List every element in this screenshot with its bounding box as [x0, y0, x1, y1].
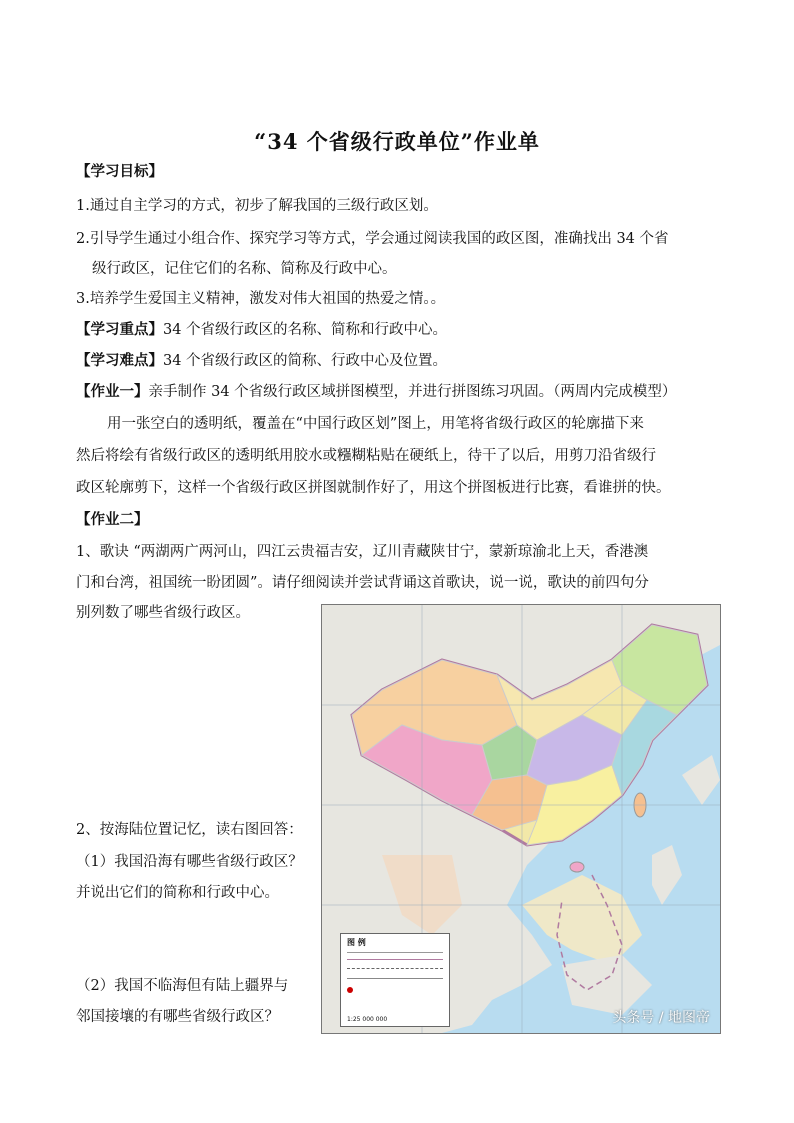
goal-3: 3.培养学生爱国主义精神，激发对伟大祖国的热爱之情。。	[76, 291, 446, 307]
goals-heading: 【学习目标】	[76, 163, 163, 180]
homework-2-q2-1-line-1: （1）我国沿海有哪些省级行政区？	[76, 854, 303, 870]
legend-capital-icon	[347, 987, 353, 993]
homework-1-text: 亲手制作 34 个省级行政区域拼图模型，并进行拼图练习巩固。（两周内完成模型）	[148, 384, 677, 400]
homework-2-q2: 2、按海陆位置记忆，读右图回答：	[76, 822, 303, 838]
homework-2-q1-line-3: 别列数了哪些省级行政区。	[76, 605, 250, 621]
homework-2-q2-2-line-1: （2）我国不临海但有陆上疆界与	[76, 978, 289, 994]
goal-2-line-2: 级行政区，记住它们的名称、简称及行政中心。	[92, 261, 397, 277]
key-point	[76, 320, 447, 340]
page-title: “34 个省级行政单位”作业单	[254, 129, 540, 154]
china-political-map	[321, 604, 721, 1034]
homework-1-label: 【作业一】	[76, 383, 149, 400]
island-hainan	[570, 862, 584, 872]
homework-2-q2-1-line-2: 并说出它们的简称和行政中心。	[76, 885, 279, 901]
difficulty-text: 34 个省级行政区的简称、行政中心及位置。	[163, 353, 448, 369]
legend-scale: 1:25 000 000	[347, 1016, 388, 1023]
homework-1-para-1: 用一张空白的透明纸，覆盖在“中国行政区划”图上，用笔将省级行政区的轮廓描下来	[107, 416, 644, 432]
homework-1-para-2: 然后将绘有省级行政区的透明纸用胶水或糨糊粘贴在硬纸上，待干了以后，用剪刀沿省级行	[76, 448, 656, 464]
homework-2-q1-line-1: 1、歌诀 “两湖两广两河山，四江云贵福吉安，辽川青藏陕甘宁，蒙新琼渝北上天，香港澳	[76, 544, 649, 560]
legend-title: 图 例	[347, 938, 366, 947]
homework-2-q1-line-2: 门和台湾，祖国统一盼团圆”。请仔细阅读并尝试背诵这首歌诀，说一说，歌诀的前四句分	[76, 575, 649, 591]
borneo-land	[562, 955, 652, 1015]
map-watermark: 头条号 / 地图帝	[612, 1010, 710, 1026]
key-point-text: 34 个省级行政区的名称、简称和行政中心。	[163, 322, 448, 338]
difficulty-point	[76, 351, 447, 371]
legend-line	[347, 978, 443, 979]
legend-border-line	[347, 959, 443, 960]
goal-1: 1.通过自主学习的方式，初步了解我国的三级行政区划。	[76, 198, 438, 214]
philippines-land	[652, 845, 682, 905]
homework-1	[76, 382, 676, 402]
japan-land	[682, 755, 720, 805]
map-legend	[340, 933, 450, 1027]
difficulty-label: 【学习难点】	[76, 352, 163, 369]
goal-2-line-1: 2.引导学生通过小组合作、探究学习等方式，学会通过阅读我国的政区图，准确找出 34 个省	[76, 231, 669, 247]
legend-entries	[347, 952, 443, 1003]
legend-dashed-line	[347, 968, 443, 970]
homework-2-heading: 【作业二】	[76, 511, 149, 528]
key-point-label: 【学习重点】	[76, 321, 163, 338]
homework-2-q2-2-line-2: 邻国接壤的有哪些省级行政区？	[76, 1009, 279, 1025]
homework-1-para-3: 政区轮廓剪下，这样一个省级行政区拼图就制作好了，用这个拼图板进行比赛，看谁拼的快。	[76, 480, 671, 496]
